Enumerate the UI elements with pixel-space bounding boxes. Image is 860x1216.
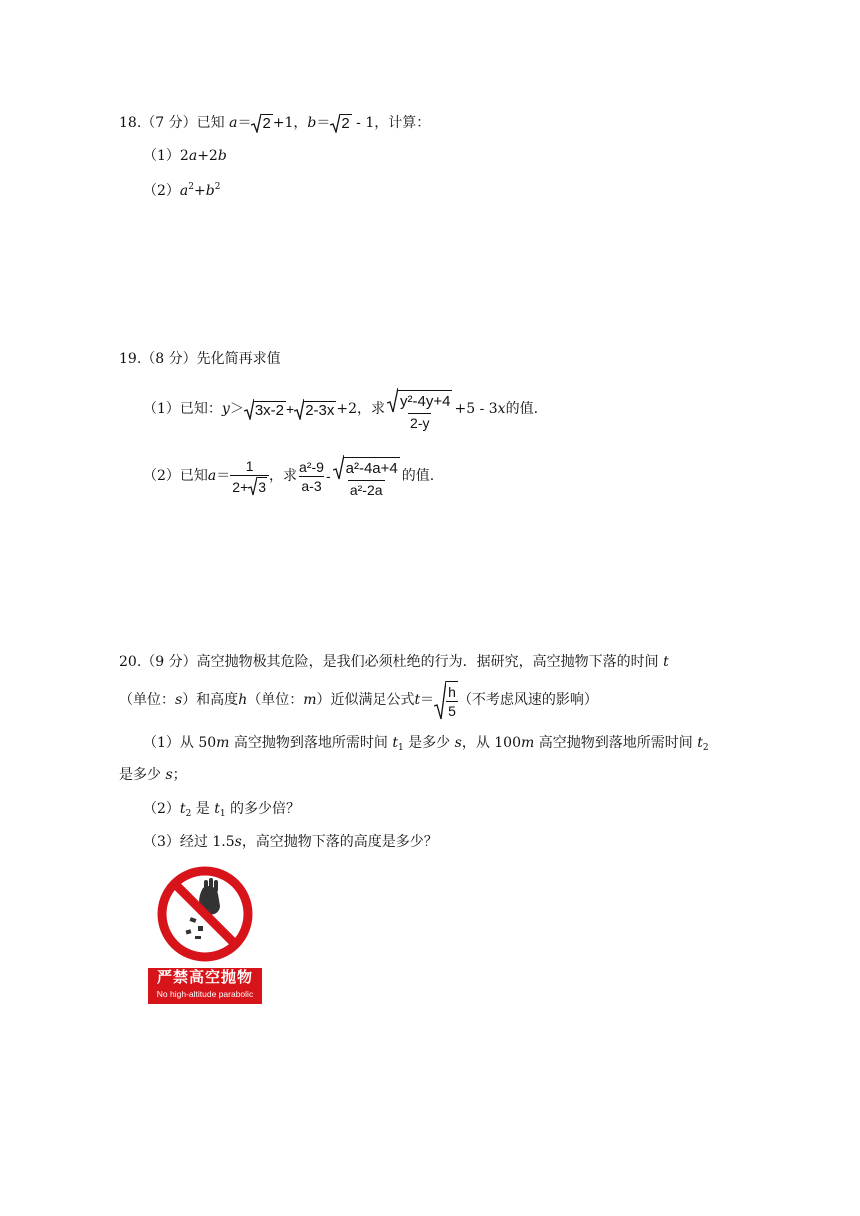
var-a: a	[188, 148, 198, 164]
q18-part1	[143, 146, 227, 166]
var-a: a	[179, 183, 189, 199]
text: 的多少倍？	[225, 801, 301, 817]
var-t: t	[697, 735, 703, 751]
numerator: 1	[245, 457, 254, 474]
q19-part2	[143, 446, 434, 506]
tail: 的值.	[505, 401, 539, 417]
part-label: （1）	[143, 148, 180, 164]
text: （单位：	[247, 692, 304, 708]
tail: 的值.	[401, 468, 435, 484]
var-x: x	[497, 401, 506, 417]
denominator: 2-y	[410, 414, 430, 431]
prohibition-icon	[148, 866, 262, 966]
q20-line2	[119, 680, 598, 720]
q20-text: 20.（9 分）高空抛物极其危险，是我们必须杜绝的行为．据研究，高空抛物下落的时间	[119, 654, 664, 670]
fraction	[446, 681, 458, 720]
denominator	[230, 475, 269, 496]
var-t: t	[414, 692, 421, 708]
subscript: 2	[702, 743, 709, 753]
q20-part2	[143, 799, 300, 824]
sign-title-cn: 严禁高空抛物	[156, 969, 253, 986]
numerator: h	[448, 684, 456, 700]
text: 是多少	[403, 735, 455, 751]
text: 高空抛物到落地所需时间	[229, 735, 393, 751]
var-t: t	[179, 801, 186, 817]
sign-title-en: No high-altitude parabolic	[156, 989, 254, 999]
tail: +5 - 3	[454, 401, 498, 417]
exponent: 2	[214, 182, 221, 192]
text: 高空抛物到落地所需时间	[534, 735, 698, 751]
var-b: b	[217, 148, 227, 164]
qiu: ，求	[269, 468, 298, 484]
q20-part1	[143, 733, 709, 758]
var-a: a	[229, 115, 238, 131]
q19-statement	[119, 349, 281, 369]
sqrt-2-3x	[294, 398, 336, 420]
q18-head: 18.（7 分）已知	[119, 115, 230, 131]
greater-than: ＞	[229, 401, 244, 417]
equals: ＝	[316, 115, 331, 131]
unit-m: m	[521, 735, 535, 751]
radicand: 2	[341, 115, 350, 132]
plus-one: +1，	[272, 115, 308, 131]
minus-one: - 1，计算：	[351, 115, 431, 131]
unit-m: m	[216, 735, 230, 751]
plus: +	[194, 183, 206, 199]
radicand: 3x-2	[254, 402, 285, 419]
den-part: 2+	[232, 478, 249, 495]
numerator: a²-9	[299, 458, 324, 475]
radicand: 2-3x	[305, 402, 335, 419]
part-label: （2）已知	[143, 468, 208, 484]
no-high-altitude-throwing-sign	[148, 866, 262, 1006]
sqrt-2	[251, 113, 272, 133]
sqrt-3x-2	[244, 398, 286, 420]
text: 是	[191, 801, 215, 817]
text: ）和高度	[182, 692, 239, 708]
equals: ＝	[237, 115, 252, 131]
denominator: 5	[448, 703, 456, 719]
text: （1）从 50	[143, 735, 217, 751]
plus-two-qiu: +2，求	[336, 401, 386, 417]
equals: ＝	[420, 692, 435, 708]
fraction-sqrt-over-2-y	[385, 387, 454, 432]
text: ，从 100	[461, 735, 521, 751]
var-a: a	[207, 468, 217, 484]
part-label: （2）	[143, 183, 180, 199]
unit-s: s	[234, 834, 242, 850]
var-h: h	[238, 692, 248, 708]
fraction-a2-9-over-a-3	[297, 458, 326, 495]
q18-statement	[119, 113, 430, 133]
var-b: b	[307, 115, 317, 131]
unit-s: s	[454, 735, 462, 751]
var-b: b	[205, 183, 215, 199]
sign-banner	[148, 968, 262, 1004]
text: （单位：	[119, 692, 175, 708]
q19-part1	[143, 381, 538, 437]
var-t: t	[214, 801, 220, 817]
denominator: a²-2a	[349, 481, 383, 498]
radicand: a²-4a+4	[344, 457, 400, 480]
exponent: 2	[188, 182, 195, 192]
unit-s: s	[175, 692, 183, 708]
sqrt-2	[330, 113, 351, 133]
subscript: 1	[219, 809, 226, 819]
text: ）近似满足公式	[316, 692, 415, 708]
q20-part3	[143, 832, 438, 852]
minus: -	[325, 468, 331, 484]
expr: 2	[179, 148, 189, 164]
q20-part1-cont	[119, 765, 187, 785]
var-y: y	[221, 401, 230, 417]
part-label: （1）已知：	[143, 401, 222, 417]
unit-m: m	[303, 692, 317, 708]
denominator: a-3	[301, 477, 322, 494]
subscript: 2	[185, 809, 192, 819]
radicand: 3	[258, 478, 267, 495]
var-t: t	[392, 735, 398, 751]
plus: +	[286, 401, 295, 417]
text: （3）经过 1.5	[143, 834, 235, 850]
q18-part2	[143, 177, 220, 201]
text: （不考虑风速的影响）	[457, 692, 598, 708]
var-t: t	[663, 654, 669, 670]
q19-head: 19.（8 分）先化简再求值	[119, 351, 281, 367]
text: ，高空抛物下落的高度是多少？	[241, 834, 438, 850]
text: 是多少	[119, 767, 166, 783]
text: （2）	[143, 801, 180, 817]
radicand: y²-4y+4	[398, 390, 452, 413]
fraction-1-over-2-sqrt3	[230, 457, 269, 496]
radicand: 2	[262, 115, 271, 132]
sqrt-h-over-5	[434, 680, 458, 720]
fraction-sqrt-over-a2-2a	[331, 454, 402, 499]
unit-s: s	[165, 767, 173, 783]
q20-line1	[119, 652, 669, 672]
text: ；	[172, 767, 187, 783]
expr: +2	[197, 148, 218, 164]
equals: ＝	[216, 468, 231, 484]
subscript: 1	[398, 743, 404, 753]
